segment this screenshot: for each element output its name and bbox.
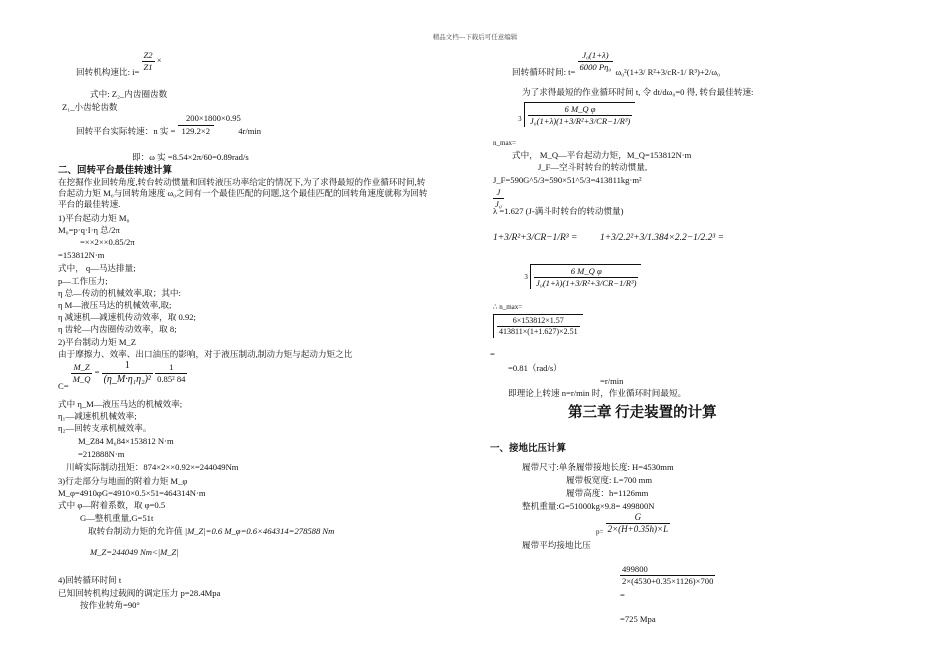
sec2-para-1: 在挖掘作业回转角度,转台转动惯量和回转液压功率给定的情况下,为了求得最短的作业循环时间,转: [58, 177, 426, 187]
where-mq: 式中， M_Q—平台起动力矩，M_Q=153812N·m: [512, 150, 692, 160]
omega-result-right: =0.81（rad/s）: [508, 363, 562, 373]
theory-statement: 即理论上转速 n=r/min 时，作业循环时间最短。: [508, 388, 687, 398]
page-header: 精品文档---下载后可任意编辑: [432, 34, 518, 41]
step-1-where-4: η M—液压马达的机械效率,取;: [58, 300, 172, 310]
step-2-title: 2)平台制动力矩 M_Z: [58, 337, 137, 347]
poly-symbolic: 1+3/R²+3/CR−1/R³ =: [493, 233, 578, 243]
step-2-kawasaki: 川崎实际制动扭矩：874×2××0.92×=244049Nm: [66, 462, 239, 472]
section-1-title: 一、接地比压计算: [490, 443, 567, 454]
where-z1: Z₁_小齿轮齿数: [62, 102, 118, 112]
omega-result: 即：ω 实 =8.54×2π/60=0.89rad/s: [132, 152, 249, 162]
step-3-where-1: 式中 φ—附着系数，取 φ=0.5: [58, 500, 166, 510]
ratio-formula: 回转机构速比: i= $\frac{Z2}{Z1}$ ×: [76, 50, 162, 78]
step-1-where-6: η 齿轮—内齿圈传动效率，取 8;: [58, 324, 177, 334]
step-1-where-3: η 总—传动的机械效率,取；其中:: [58, 288, 181, 298]
step-3-check: M_Z=244049 Nm<|M_Z|: [90, 547, 179, 557]
step-2-mz: M_Z84 M₀84×153812 N·m: [78, 436, 174, 446]
step-3-allowable: 取转台制动力矩的允许值 |M_Z|=0.6 M_φ=0.6×464314=278588 Nm: [88, 526, 335, 536]
step-2-mz-result: =212888N·m: [78, 449, 125, 459]
where-z2: 式中: Z₂_内齿圈齿数: [90, 89, 168, 99]
lambda-value: λ =1.627 (J-满斗时转台的转动惯量): [493, 206, 624, 216]
track-length: 履带尺寸:单条履带接地长度: H=4530mm: [522, 462, 674, 472]
eq-sign: =: [490, 349, 495, 359]
step-3-formula: M_φ=4910φG=4910×0.5×51=464314N·m: [58, 488, 206, 498]
machine-weight: 整机重量:G=51000kg×9.8= 499800N: [522, 501, 655, 511]
nmax-calc: $\frac{6\times 153812\times 1.57}{413811\times(1+1.627)\times 2.51}$: [493, 314, 583, 338]
nmax-final-formula: $_{\therefore n\_max=}$ 3 $\frac{\text{6 M\_Q φ}}{\text{J₀(1+λ)(1+3/R²+3/CR−1/R³)}}$: [493, 264, 641, 289]
pressure-formula: $_{p=}$ $\frac{G}{2\times(H+0.35h)\times L}$: [596, 512, 669, 536]
step-1-title: 1)平台起动力矩 M₀: [58, 213, 130, 223]
step-4-angle: 按作业转角=90°: [80, 600, 140, 610]
step-2-where-3: η₂—回转支承机械效率。: [58, 423, 152, 433]
step-1-where-2: p—工作压力;: [58, 276, 108, 286]
sec2-para-2: 台起动力矩 M₀与回转角速度 ω₀之间有一个最佳匹配的问题,这个最佳匹配的回转角速度就称为回转: [58, 188, 428, 198]
eq-sign-2: =: [620, 590, 625, 600]
step-2-para: 由于摩擦力、效率、出口油压的影响，对于液压制动,制动力矩与起动力矩之比: [58, 349, 353, 359]
step-3-where-2: G—整机重量,G=51t: [80, 513, 154, 523]
step-3-title: 3)行走部分与地面的附着力矩 M_φ: [58, 476, 188, 486]
speed-formula: 回转平台实际转速：n 实 = 129.2×2 4r/min: [76, 126, 262, 136]
jf-formula: J_F=590G^5/3=590×51^5/3=413811kg·m²: [493, 175, 642, 185]
chapter-3-title: 第三章 行走装置的计算: [568, 405, 717, 421]
step-2-ratio-formula: C= $\frac{M\_Z}{M\_Q}$ = $\frac{1}{\text{(η\_M·η₁η₂)²}}$ $\frac{1}{\text{0.85² 84}}$: [58, 360, 186, 391]
step-4-title: 4)回转循环时间 t: [58, 575, 122, 585]
speed-num: 200×1800×0.95: [186, 113, 241, 123]
track-height: 履带高度：h=1126mm: [566, 488, 649, 498]
step-1-result: =153812N·m: [58, 250, 105, 260]
step-1-where-5: η 减速机—减速机传动效率，取 0.92;: [58, 312, 196, 322]
avg-pressure-label: 履带平均接地比压: [522, 540, 591, 550]
rpm-result: =r/min: [600, 376, 624, 386]
step-1-where-1: 式中， q—马达排量;: [58, 263, 136, 273]
where-jf: J_F—空斗时转台的转动惯量,: [538, 162, 648, 172]
poly-numeric: 1+3/2.2²+3/1.384×2.2−1/2.2³ =: [600, 233, 725, 243]
step-4-pressure: 已知回转机构过载阀的调定压力 p=28.4Mpa: [58, 588, 221, 598]
track-width: 履带板宽度: L=700 mm: [566, 475, 653, 485]
step-2-where-2: η₁—减速机机械效率;: [58, 411, 137, 421]
step-1-formula: M₀=p·q·I·η 总/2π: [58, 225, 120, 235]
section-2-title: 二、回转平台最佳转速计算: [58, 165, 173, 176]
step-2-where-1: 式中 η_M—液压马达的机械效率;: [58, 399, 183, 409]
optimal-speed-intro: 为了求得最短的作业循环时间 t, 令 dt/dω₀=0 得, 转台最佳转速:: [522, 87, 754, 97]
nmax-formula: $_{n\_max=}$ $_3$ $\frac{\text{6 M\_Q φ}}{\text{J₀(1+λ)(1+3/R²+3/CR−1/R³)}}$: [493, 102, 635, 127]
sec2-para-3: 平台的最佳转速.: [58, 199, 121, 209]
cycle-time-formula: 回转循环时间: t= $\frac{\text{J₀(1+λ)}}{\text{6000 Pη₀}}$ ω₀²(1+3/ R²+3/cR-1/ R³)+2/ω₀: [512, 50, 721, 78]
pressure-calc: $\frac{499800}{2\times(4530+0.35\times 1126)\times 700}$: [622, 564, 714, 586]
step-1-formula-2: =××2××0.85/2π: [80, 237, 135, 247]
lambda-formula: $\frac{J}{\text{J₀}}$: [495, 187, 502, 209]
pressure-result: =725 Mpa: [620, 614, 656, 624]
